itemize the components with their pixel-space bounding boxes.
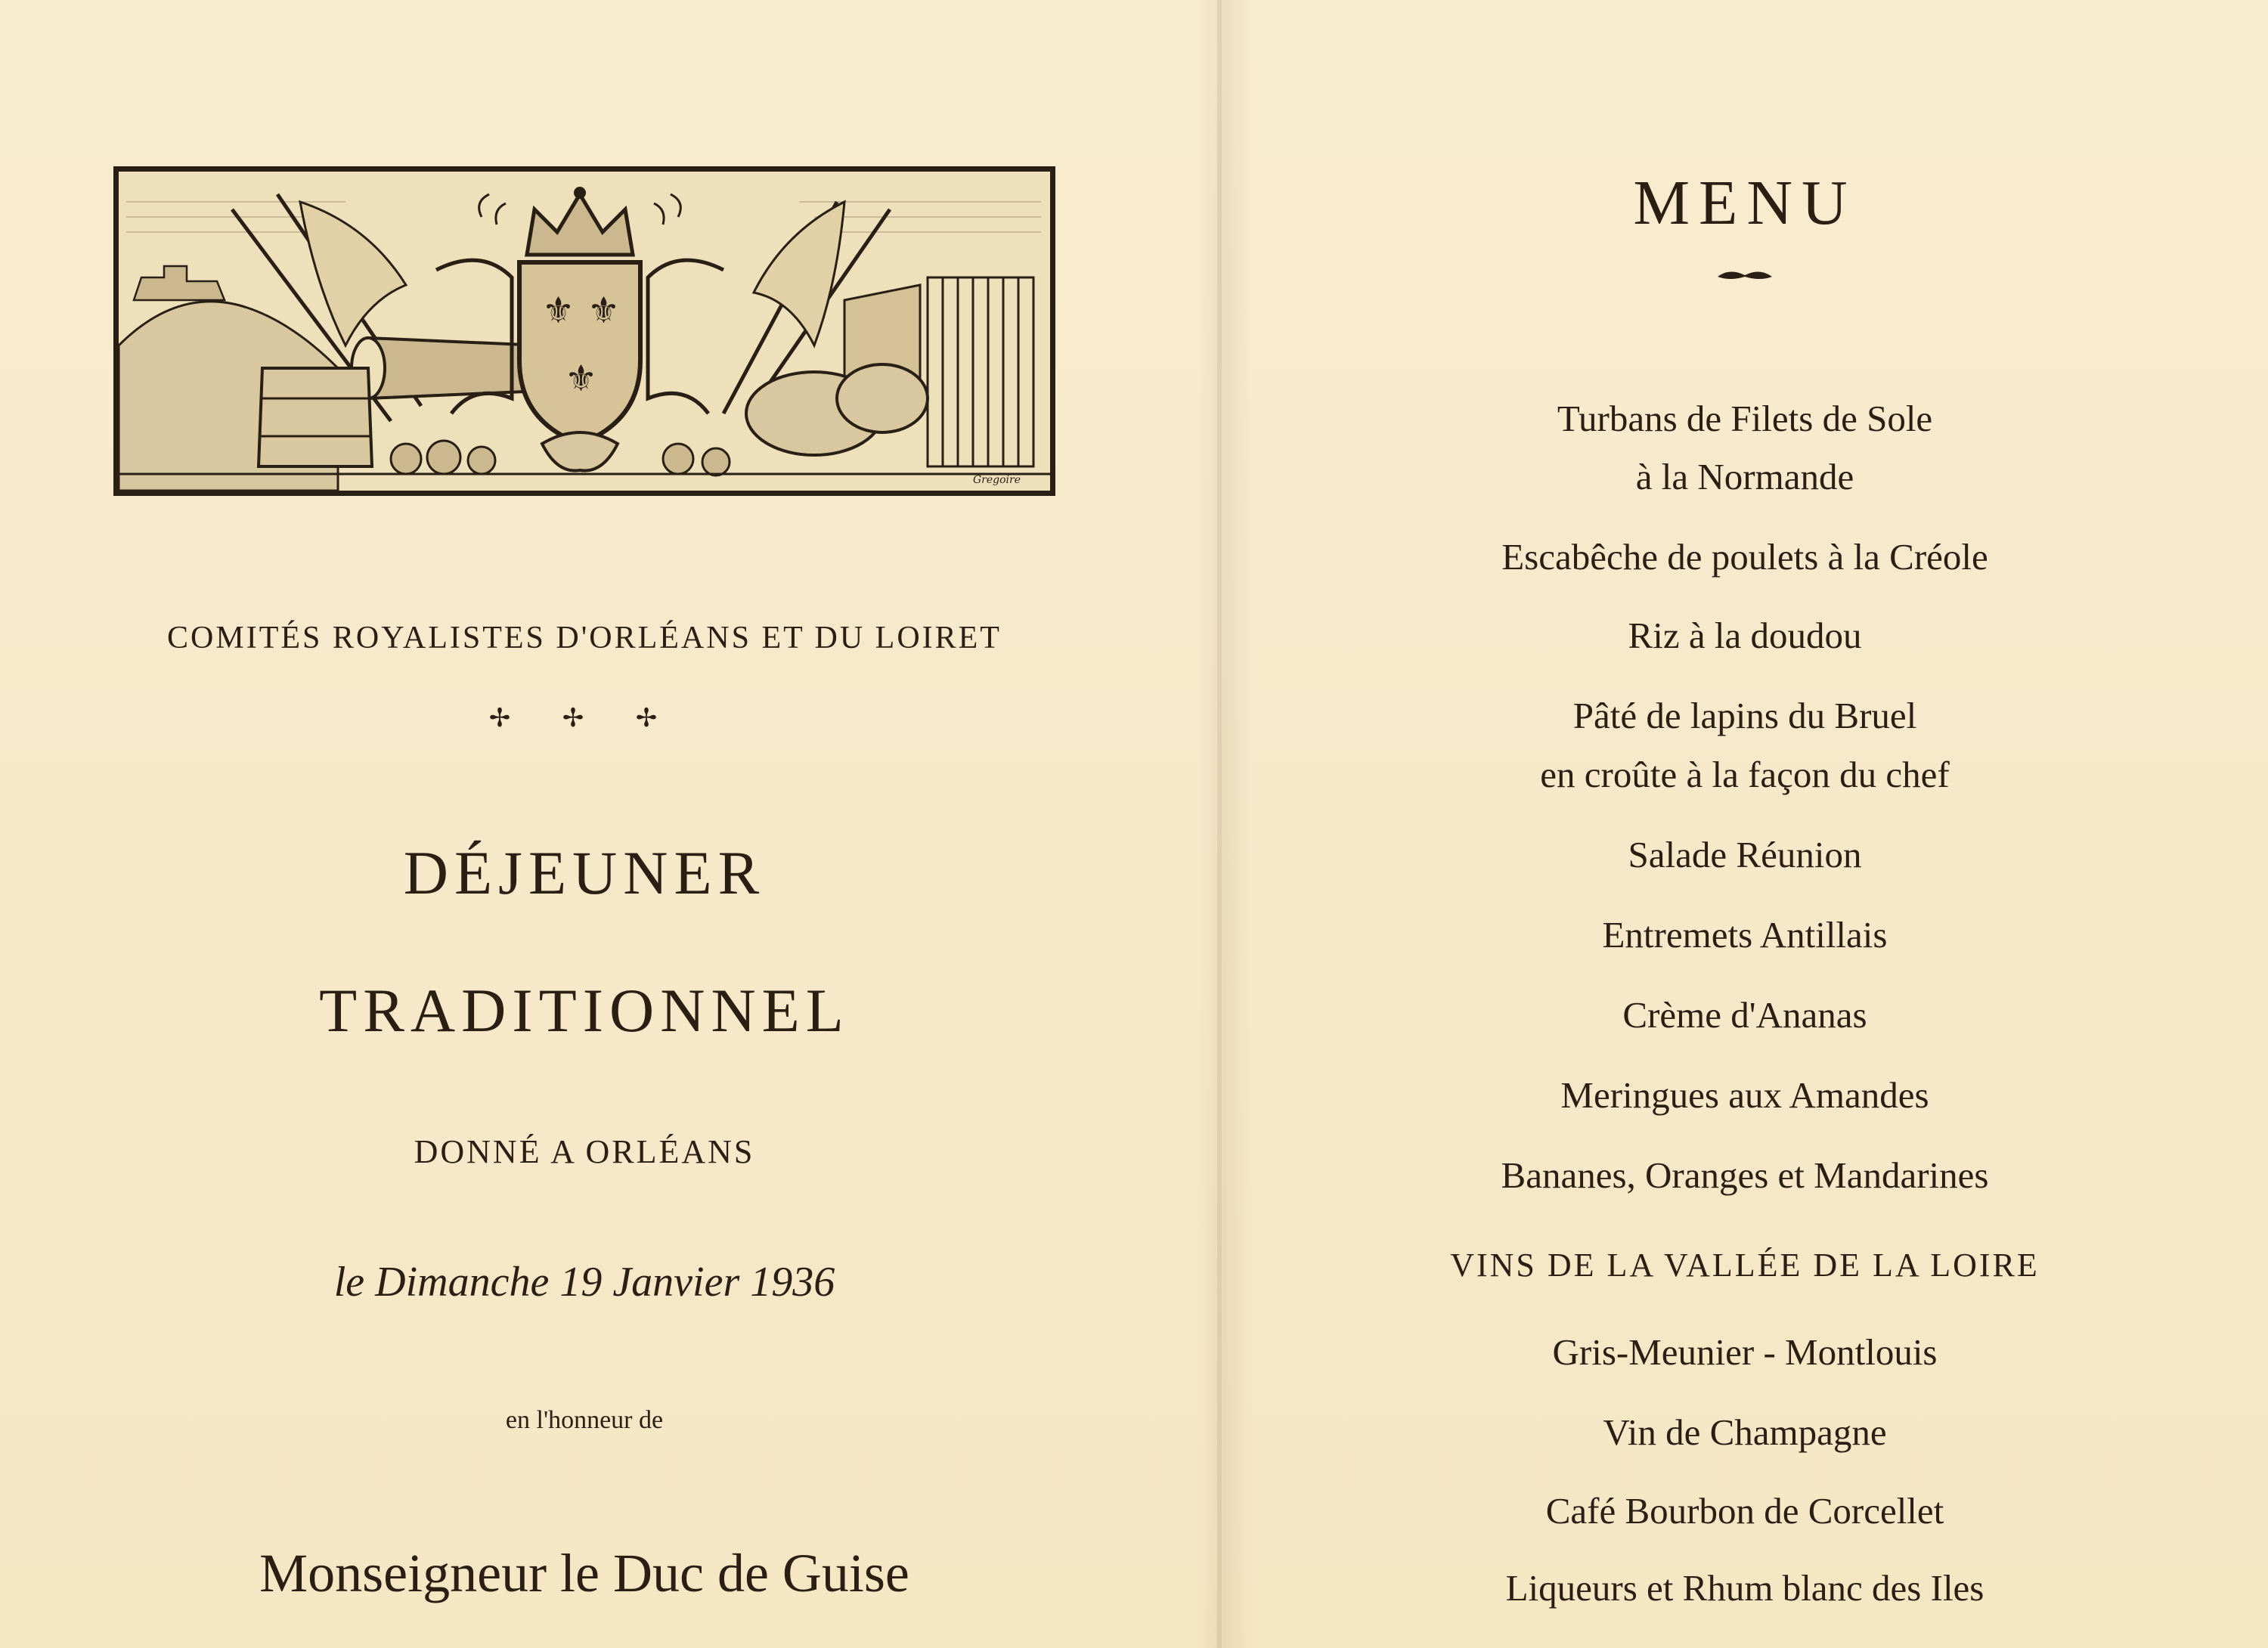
menu-item: Entremets Antillais [1602, 914, 1888, 956]
organizer-heading: COMITÉS ROYALISTES D'ORLÉANS ET DU LOIRET [167, 621, 1002, 655]
menu-item: en croûte à la façon du chef [1540, 754, 1950, 795]
menu-item: Gris-Meunier - Montlouis [1552, 1331, 1938, 1373]
menu-item: Escabêche de poulets à la Créole [1501, 536, 1988, 578]
engraver-signature: Gregoire [973, 474, 1021, 486]
event-title-line2: TRADITIONNEL [319, 976, 850, 1045]
event-location: DONNÉ A ORLÉANS [414, 1133, 755, 1170]
menu-item: Riz à la doudou [1628, 615, 1862, 656]
event-title-line1: DÉJEUNER [403, 838, 766, 907]
event-date: le Dimanche 19 Janvier 1936 [333, 1259, 835, 1306]
svg-text:⚜: ⚜ [542, 290, 575, 332]
royal-arms-engraving [113, 166, 1055, 496]
right-panel [1222, 0, 2268, 1648]
menu-item: Pâté de lapins du Bruel [1572, 695, 1917, 736]
menu-item: Turbans de Filets de Sole [1557, 398, 1933, 439]
menu-title: MENU [1633, 168, 1857, 238]
menu-item: Vin de Champagne [1603, 1411, 1887, 1453]
menu-item: Bananes, Oranges et Mandarines [1501, 1154, 1989, 1196]
engraving-illustration [119, 172, 1050, 491]
menu-item: Meringues aux Amandes [1560, 1074, 1929, 1116]
menu-item: Salade Réunion [1628, 834, 1862, 875]
svg-text:⚜: ⚜ [587, 290, 621, 332]
menu-item: Café Bourbon de Corcellet [1545, 1490, 1944, 1532]
flourish-icon [1715, 265, 1775, 286]
ornament-divider: ✢ ✢ ✢ [488, 705, 680, 733]
menu-ornament [1222, 265, 2268, 286]
wine-heading: VINS DE LA VALLÉE DE LA LOIRE [1450, 1247, 2040, 1284]
menu-item: à la Normande [1635, 456, 1854, 497]
honour-line: en l'honneur de [505, 1406, 664, 1434]
menu-item: Crème d'Ananas [1622, 994, 1867, 1036]
svg-text:⚜: ⚜ [565, 358, 598, 400]
guest-of-honour: Monseigneur le Duc de Guise [259, 1543, 909, 1603]
menu-item: Liqueurs et Rhum blanc des Iles [1505, 1567, 1984, 1609]
